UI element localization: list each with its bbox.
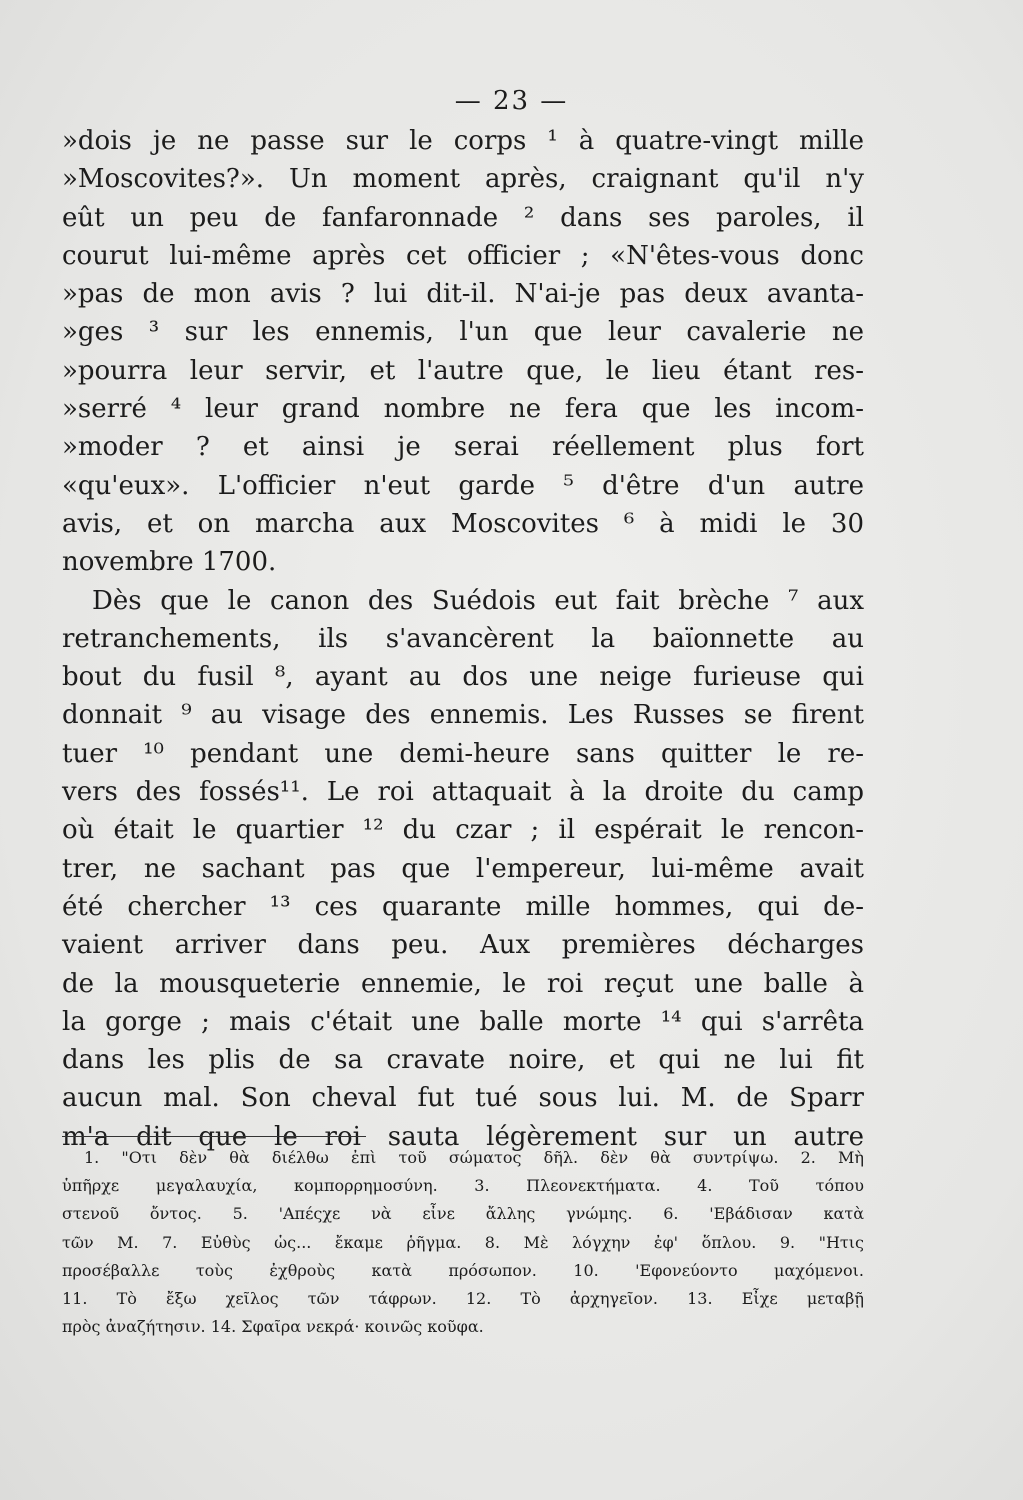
text-line: »pourra leur servir, et l'autre que, le lieu étant res-: [62, 355, 864, 386]
text-line: novembre 1700.: [62, 547, 277, 578]
footnote-line: ὑπῆρχε μεγαλαυχία, κομπορρημοσύνη. 3. Πλεονεκτήματα. 4. Τοῦ τόπου: [62, 1176, 864, 1196]
footnote-line: στενοῦ ὄντος. 5. 'Απέςχε νὰ εἶνε ἄλλης γνώμης. 6. 'Εβάδισαν κατὰ: [62, 1204, 864, 1224]
text-line: Dès que le canon des Suédois eut fait brèche ⁷ aux: [92, 585, 864, 616]
footnote-line: 11. Τὸ ἔξω χεῖλος τῶν τάφρων. 12. Τὸ ἀρχηγεῖον. 13. Εἶχε μεταβῇ: [62, 1288, 864, 1308]
text-line: aucun mal. Son cheval fut tué sous lui. M. de Sparr: [62, 1083, 864, 1114]
text-line: »dois je ne passe sur le corps ¹ à quatre-vingt mille: [62, 126, 864, 156]
text-line: dans les plis de sa cravate noire, et qui ne lui fit: [62, 1045, 864, 1076]
footnote-line: πρὸς ἀναζήτησιν. 14. Σφαῖρα νεκρά· κοινῶς κοῦφα.: [62, 1317, 484, 1337]
footnote-line: τῶν Μ. 7. Εὐθὺς ὡς... ἔκαμε ῥῆγμα. 8. Μὲ λόγχην ἐφ' ὅπλου. 9. "Ητις: [62, 1232, 864, 1252]
text-line: »Moscovites?». Un moment après, craignant qu'il n'y: [62, 164, 864, 195]
text-line: «qu'eux». L'officier n'eut garde ⁵ d'être d'un autre: [62, 470, 864, 501]
text-line: »moder ? et ainsi je serai réellement plus fort: [62, 432, 864, 463]
text-line: trer, ne sachant pas que l'empereur, lui-même avait: [62, 853, 864, 884]
text-line: avis, et on marcha aux Moscovites ⁶ à midi le 30: [62, 508, 864, 539]
text-line: m'a dit que le roi sauta légèrement sur un autre: [62, 1121, 864, 1152]
text-line: où était le quartier ¹² du czar ; il espérait le rencon-: [62, 815, 864, 846]
text-line: été chercher ¹³ ces quarante mille hommes, qui de-: [62, 891, 864, 922]
text-line: eût un peu de fanfaronnade ² dans ses paroles, il: [62, 202, 864, 233]
text-line: tuer ¹⁰ pendant une demi-heure sans quitter le re-: [62, 738, 864, 769]
text-line: retranchements, ils s'avancèrent la baïonnette au: [62, 623, 864, 654]
footnote-separator: [62, 1136, 366, 1137]
footnotes: [62, 1144, 864, 1341]
text-line: la gorge ; mais c'était une balle morte ¹⁴ qui s'arrêta: [62, 1006, 864, 1037]
footnote-line: προσέβαλλε τοὺς ἐχθροὺς κατὰ πρόσωπον. 10. 'Εφονεύοντο μαχόμενοι.: [62, 1260, 864, 1280]
text-line: de la mousqueterie ennemie, le roi reçut une balle à: [62, 968, 864, 999]
text-line: vaient arriver dans peu. Aux premières décharges: [62, 930, 864, 961]
text-line: »ges ³ sur les ennemis, l'un que leur cavalerie ne: [62, 317, 864, 348]
page-number: — 23 —: [454, 86, 569, 116]
text-line: courut lui-même après cet officier ; «N'êtes-vous donc: [62, 240, 864, 271]
footnote-line: 1. "Οτι δὲν θὰ διέλθω ἐπὶ τοῦ σώματος δῆλ. δὲν θὰ συντρίψω. 2. Μὴ: [84, 1148, 864, 1167]
text-line: bout du fusil ⁸, ayant au dos une neige furieuse qui: [62, 662, 864, 693]
text-line: »serré ⁴ leur grand nombre ne fera que les incom-: [62, 394, 864, 425]
text-line: vers des fossés¹¹. Le roi attaquait à la droite du camp: [62, 777, 864, 808]
body-text: [62, 122, 864, 1156]
text-line: »pas de mon avis ? lui dit-il. N'ai-je pas deux avanta-: [62, 279, 864, 310]
text-line: donnait ⁹ au visage des ennemis. Les Russes se firent: [62, 700, 864, 731]
